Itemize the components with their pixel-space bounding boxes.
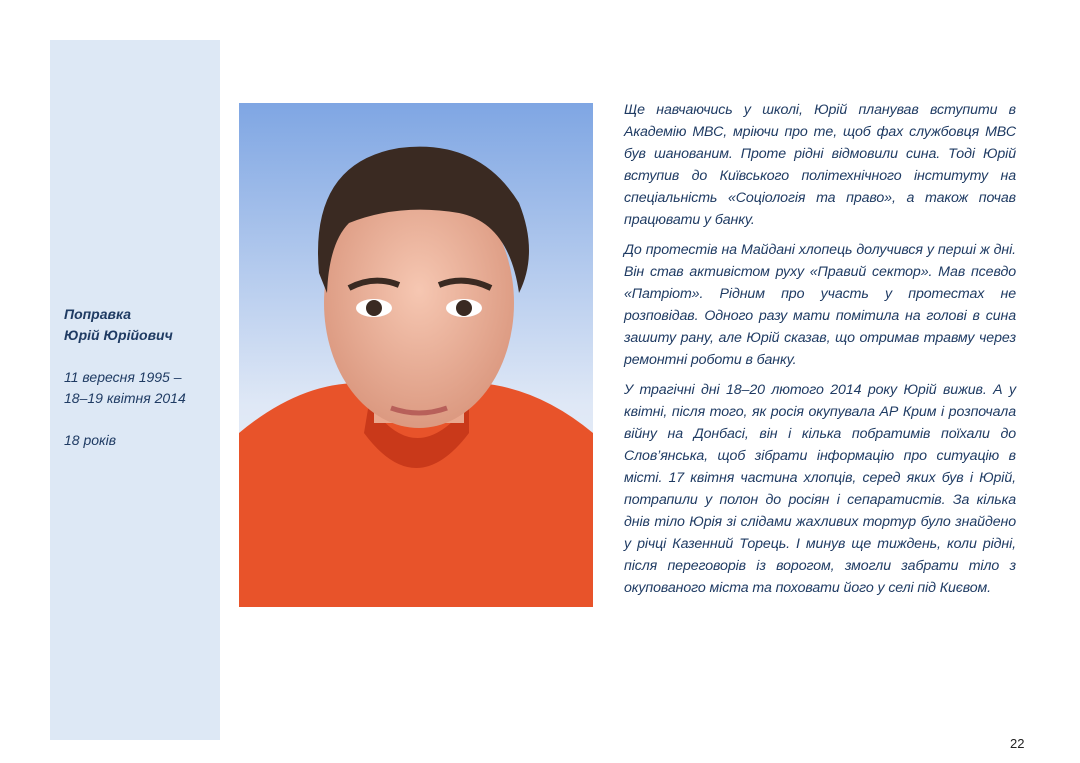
age: 18 років: [64, 432, 117, 448]
person-info: [64, 304, 224, 472]
birth-date: 11 вересня 1995 –: [64, 369, 182, 385]
biography-text: [624, 99, 1016, 607]
person-given-names: Юрій Юрійович: [64, 327, 173, 343]
portrait-photo: [239, 103, 593, 607]
paragraph: Ще навчаючись у школі, Юрій планував вступити в Академію МВС, мріючи про те, щоб фах службовця МВС був шанованим. Проте рідні відмовили сина. Тоді Юрій вступив до Київського політехнічного інституту на спеціальність «Соціологія та право», а також почав працювати у банку.: [624, 102, 1016, 228]
person-surname: Поправка: [64, 306, 132, 322]
page-number: 22: [1010, 736, 1025, 751]
paragraph: До протестів на Майдані хлопець долучився у перші ж дні. Він став активістом руху «Правий сектор». Мав псевдо «Патріот». Рідним про участь у протестах не розповідав. Одного разу мати помітила на голові в сина зашиту рану, але Юрій сказав, що отримав травму через ремонтні роботи в банку.: [624, 242, 1016, 368]
paragraph: У трагічні дні 18–20 лютого 2014 року Юрій вижив. А у квітні, після того, як росія окупувала АР Крим і розпочала війну на Донбасі, він і кілька побратимів поїхали до Слов’янська, щоб зібрати інформацію про ситуацію в місті. 17 квітня частина хлопців, серед яких був і Юрій, потрапили у полон до росіян і сепаратистів. За кілька днів тіло Юрія зі слідами жахливих тортур було знайдено у річці Казенний Торець. І минув ще тиждень, коли рідні, після переговорів із ворогом, змогли забрати тіло з окупованого міста та поховати його у селі під Києвом.: [624, 382, 1016, 596]
death-date: 18–19 квітня 2014: [64, 390, 186, 406]
